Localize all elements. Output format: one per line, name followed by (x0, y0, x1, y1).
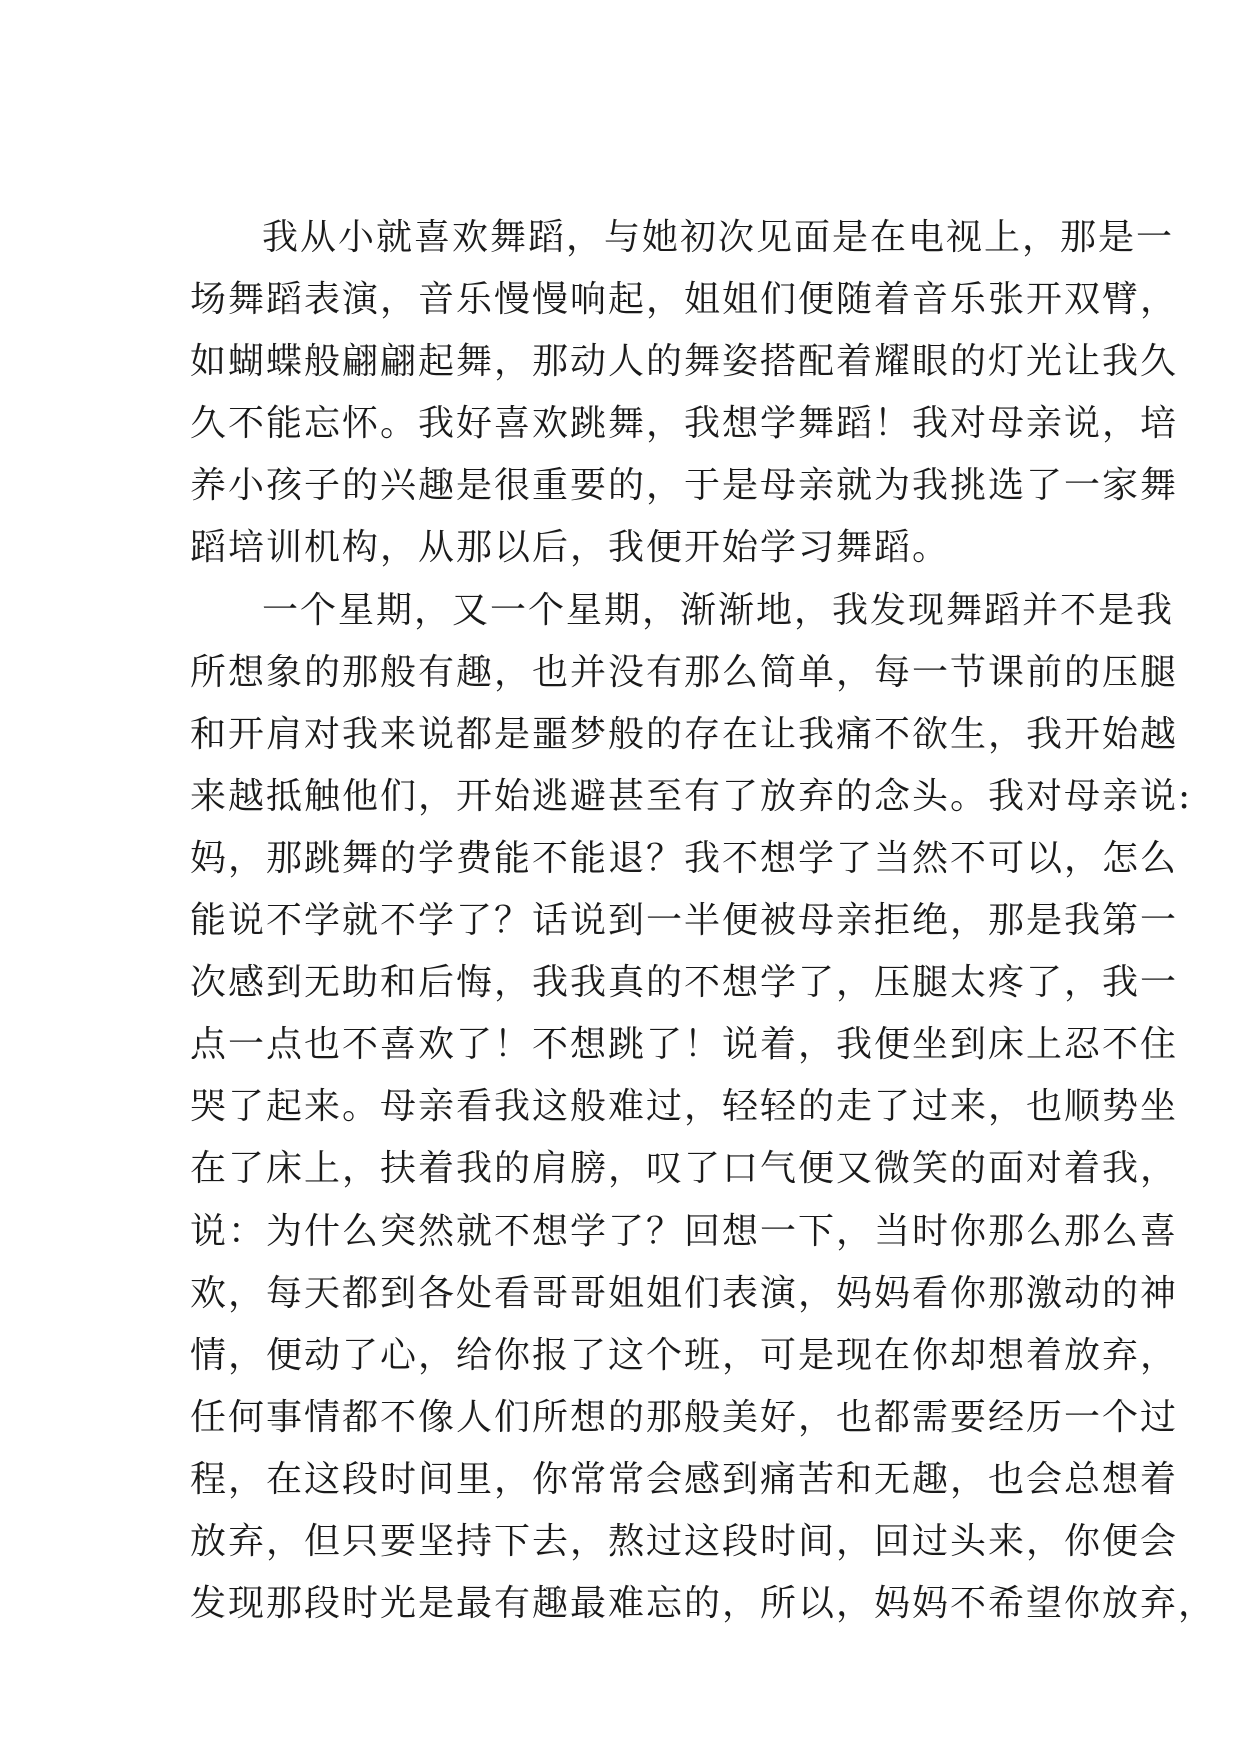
paragraph-2-line-5: 妈，那跳舞的学费能不能退？我不想学了当然不可以，怎么 (190, 837, 1179, 879)
paragraph-2-line-10: 在了床上，扶着我的肩膀，叹了口气便又微笑的面对着我， (190, 1148, 1179, 1190)
paragraph-1-line-1: 我从小就喜欢舞蹈，与她初次见面是在电视上，那是一 (262, 217, 1175, 258)
paragraph-2-line-17: 发现那段时光是最有趣最难忘的，所以，妈妈不希望你放弃， (190, 1583, 1217, 1625)
document-body (190, 207, 1217, 1635)
paragraph-2-line-8: 点一点也不喜欢了！不想跳了！说着，我便坐到床上忍不住 (190, 1024, 1179, 1066)
paragraph-2-line-4: 来越抵触他们，开始逃避甚至有了放弃的念头。我对母亲说: (190, 775, 1193, 817)
paragraph-2-line-9: 哭了起来。母亲看我这般难过，轻轻的走了过来，也顺势坐 (190, 1086, 1179, 1128)
paragraph-1-line-5: 养小孩子的兴趣是很重要的，于是母亲就为我挑选了一家舞 (190, 465, 1179, 507)
paragraph-2-line-15: 程，在这段时间里，你常常会感到痛苦和无趣，也会总想着 (190, 1458, 1179, 1500)
paragraph-2-line-2: 所想象的那般有趣，也并没有那么简单，每一节课前的压腿 (190, 651, 1179, 693)
paragraph-1-line-4: 久不能忘怀。我好喜欢跳舞，我想学舞蹈！我对母亲说，培 (190, 403, 1179, 445)
paragraph-1-line-6: 蹈培训机构，从那以后，我便开始学习舞蹈。 (190, 527, 951, 569)
paragraph-2-line-14: 任何事情都不像人们所想的那般美好，也都需要经历一个过 (190, 1396, 1179, 1438)
paragraph-2-line-11: 说：为什么突然就不想学了？回想一下，当时你那么那么喜 (190, 1210, 1179, 1252)
paragraph-2-line-7: 次感到无助和后悔，我我真的不想学了，压腿太疼了，我一 (190, 962, 1179, 1004)
paragraph-2-line-13: 情，便动了心，给你报了这个班，可是现在你却想着放弃， (190, 1334, 1179, 1376)
paragraph-2-line-16: 放弃，但只要坚持下去，熬过这段时间，回过头来，你便会 (190, 1520, 1179, 1562)
paragraph-1-line-2: 场舞蹈表演，音乐慢慢响起，姐姐们便随着音乐张开双臂， (190, 279, 1179, 321)
paragraph-2-line-3: 和开肩对我来说都是噩梦般的存在让我痛不欲生，我开始越 (190, 713, 1179, 755)
paragraph-2-line-1: 一个星期，又一个星期，渐渐地，我发现舞蹈并不是我 (262, 589, 1175, 631)
paragraph-2-line-12: 欢，每天都到各处看哥哥姐姐们表演，妈妈看你那激动的神 (190, 1272, 1179, 1314)
paragraph-2-line-6: 能说不学就不学了？话说到一半便被母亲拒绝，那是我第一 (190, 900, 1179, 942)
paragraph-1-line-3: 如蝴蝶般翩翩起舞，那动人的舞姿搭配着耀眼的灯光让我久 (190, 341, 1179, 383)
